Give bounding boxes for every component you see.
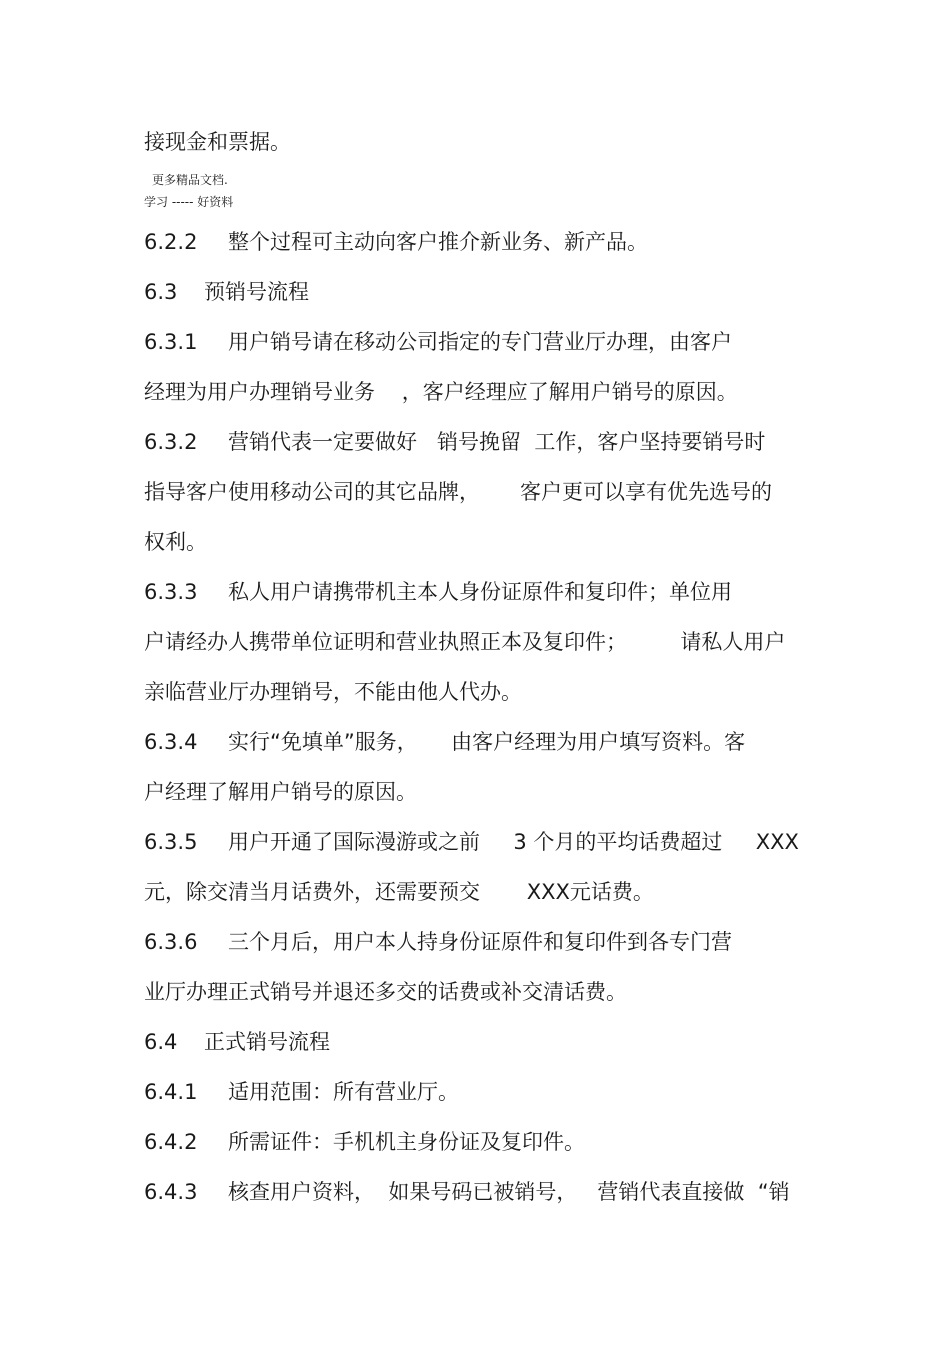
text-line: 6.3.2 营销代表一定要做好 销号挽留 工作，客户坚持要销号时 [144,430,766,454]
section-number: 6.4 [144,1030,178,1054]
watermark-note-more: 更多精品文档. [152,173,228,187]
text-line: 指导客户使用移动公司的其它品牌， 客户更可以享有优先选号的 [144,480,773,504]
text-line: 经理为用户办理销号业务 ，客户经理应了解用户销号的原因。 [144,380,738,404]
section-number: 6.3.4 [144,730,198,754]
section-heading: 6.3 预销号流程 [144,280,309,304]
section-heading: 6.4 正式销号流程 [144,1030,330,1054]
text-line: 6.2.2 整个过程可主动向客户推介新业务、新产品。 [144,230,648,254]
section-number: 6.3.5 [144,830,198,854]
text-line: 户请经办人携带单位证明和营业执照正本及复印件； 请私人用户 [144,630,786,654]
section-number: 6.4.1 [144,1080,198,1104]
section-number: 6.3 [144,280,178,304]
text-line: 6.4.2 所需证件：手机机主身份证及复印件。 [144,1130,585,1154]
watermark-note-study: 学习 ----- 好资料 [144,195,234,209]
section-number: 6.3.6 [144,930,198,954]
text-line: 权利。 [144,530,207,554]
text-line: 亲临营业厅办理销号，不能由他人代办。 [144,680,522,704]
text-line: 户经理了解用户销号的原因。 [144,780,417,804]
text-line: 6.3.4 实行“免填单”服务， 由客户经理为用户填写资料。客 [144,730,746,754]
text-line: 6.3.5 用户开通了国际漫游或之前 3 个月的平均话费超过 XXX [144,830,799,854]
section-number: 6.3.2 [144,430,198,454]
text-line: 6.3.6 三个月后，用户本人持身份证原件和复印件到各专门营 [144,930,732,954]
text-line: 6.3.3 私人用户请携带机主本人身份证原件和复印件；单位用 [144,580,732,604]
text-line: 6.4.1 适用范围：所有营业厅。 [144,1080,459,1104]
text-line: 业厅办理正式销号并退还多交的话费或补交清话费。 [144,980,627,1004]
text-line: 6.3.1 用户销号请在移动公司指定的专门营业厅办理，由客户 [144,330,732,354]
section-number: 6.3.3 [144,580,198,604]
text-line: 元，除交清当月话费外，还需要预交 XXX元话费。 [144,880,654,904]
section-number: 6.4.2 [144,1130,198,1154]
section-number: 6.3.1 [144,330,198,354]
text-line: 接现金和票据。 [144,130,291,154]
section-number: 6.2.2 [144,230,198,254]
text-line: 6.4.3 核查用户资料， 如果号码已被销号， 营销代表直接做 “销 [144,1180,790,1204]
section-number: 6.4.3 [144,1180,198,1204]
